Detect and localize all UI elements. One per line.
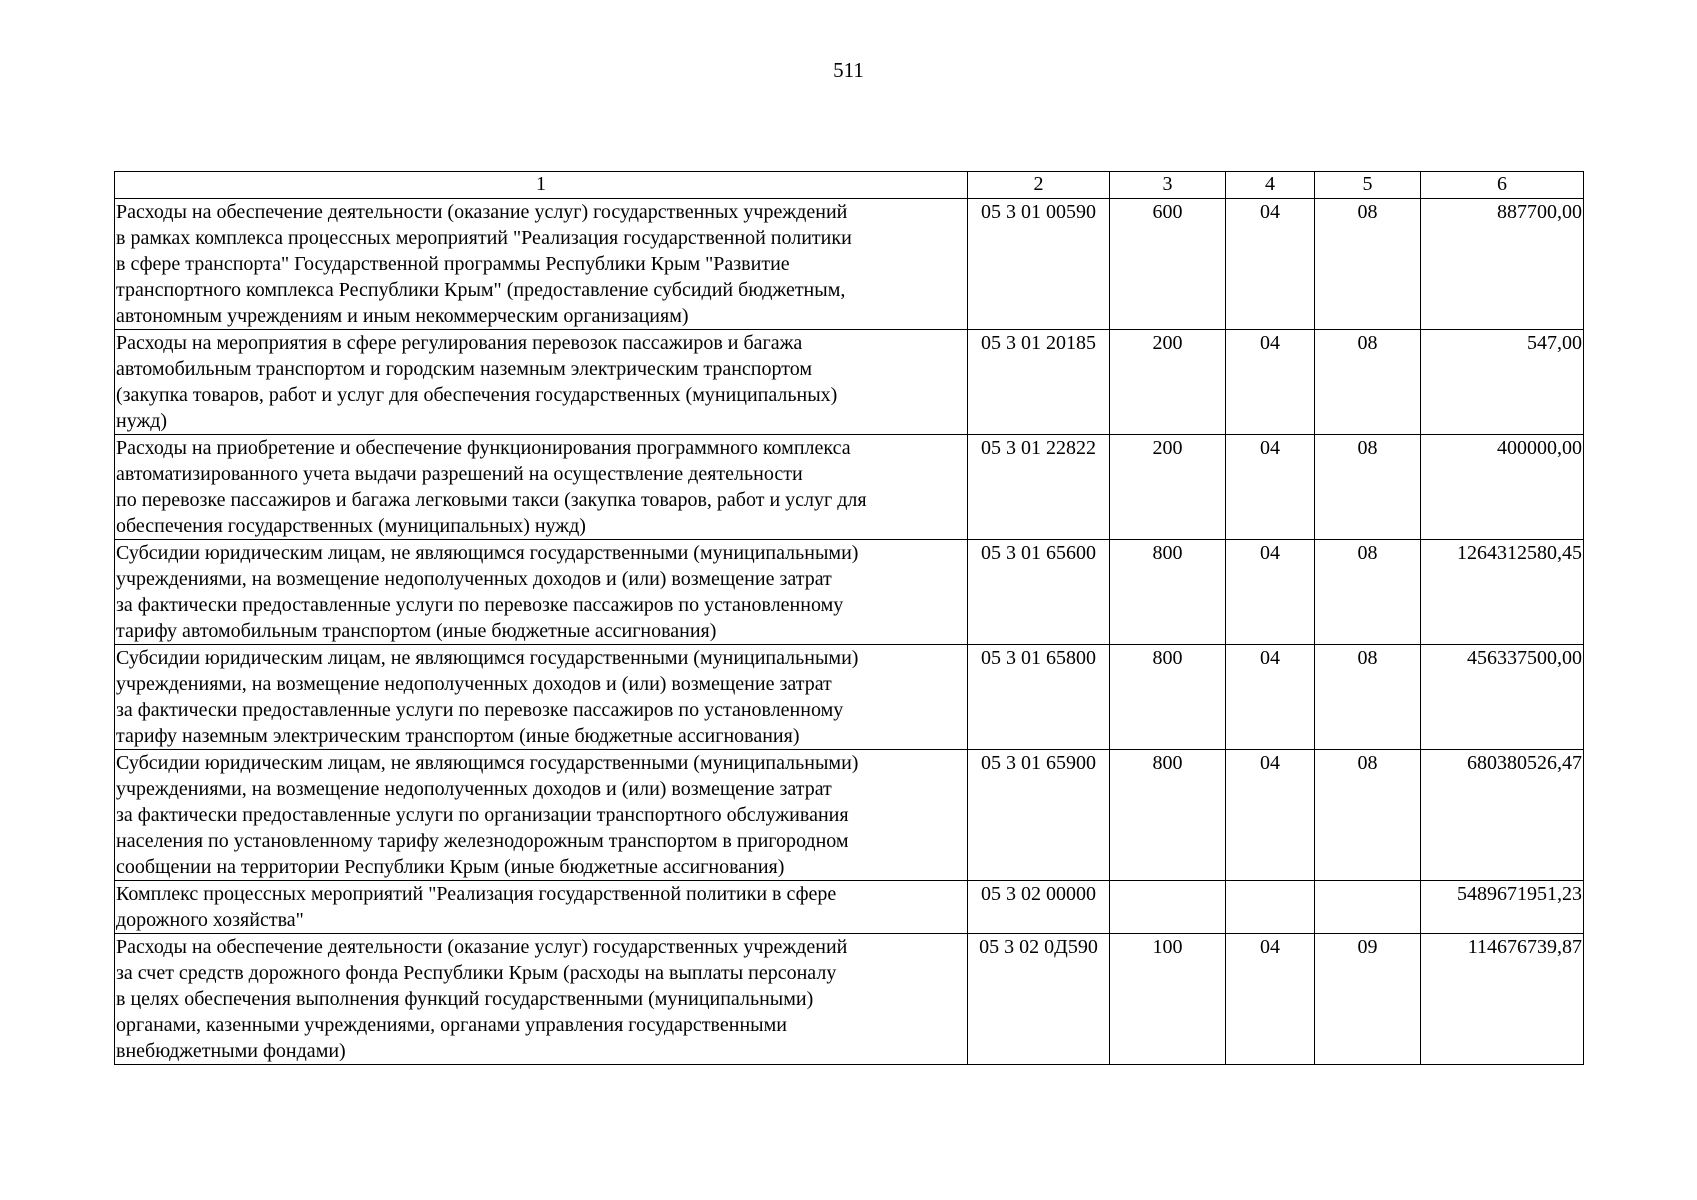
description-line: обеспечения государственных (муниципальных) нужд)	[116, 515, 586, 537]
page-number: 511	[833, 58, 864, 82]
column-header-4: 4	[1226, 172, 1315, 199]
column-header-1: 1	[115, 172, 968, 199]
row-target-code: 05 3 01 20185	[968, 330, 1110, 435]
row-target-code: 05 3 01 22822	[968, 435, 1110, 540]
row-target-code: 05 3 02 00000	[968, 881, 1110, 934]
row-amount: 1264312580,45	[1421, 540, 1584, 645]
row-expense-type: 200	[1110, 435, 1226, 540]
description-line: Расходы на обеспечение деятельности (оказание услуг) государственных учреждений	[116, 936, 848, 958]
row-amount: 547,00	[1421, 330, 1584, 435]
description-line: органами, казенными учреждениями, органами управления государственными	[116, 1014, 787, 1036]
row-section: 04	[1226, 750, 1315, 881]
row-description	[115, 750, 968, 881]
row-section: 04	[1226, 540, 1315, 645]
description-line: транспортного комплекса Республики Крым" (предоставление субсидий бюджетным,	[116, 279, 846, 301]
row-expense-type: 100	[1110, 934, 1226, 1065]
description-line: внебюджетными фондами)	[116, 1040, 346, 1062]
description-line: тарифу наземным электрическим транспортом (иные бюджетные ассигнования)	[116, 725, 800, 747]
row-amount: 5489671951,23	[1421, 881, 1584, 934]
table-row	[115, 750, 1584, 881]
row-amount: 887700,00	[1421, 199, 1584, 330]
description-line: Субсидии юридическим лицам, не являющимся государственными (муниципальными)	[116, 752, 859, 774]
row-subsection: 08	[1315, 199, 1421, 330]
row-description	[115, 934, 968, 1065]
table-row	[115, 881, 1584, 934]
row-expense-type	[1110, 881, 1226, 934]
table-row	[115, 435, 1584, 540]
table-row	[115, 645, 1584, 750]
budget-table	[114, 171, 1584, 1065]
row-amount: 456337500,00	[1421, 645, 1584, 750]
row-section	[1226, 881, 1315, 934]
description-line: Субсидии юридическим лицам, не являющимся государственными (муниципальными)	[116, 647, 859, 669]
row-subsection: 08	[1315, 750, 1421, 881]
description-line: в сфере транспорта" Государственной программы Республики Крым "Развитие	[116, 253, 790, 275]
description-line: в целях обеспечения выполнения функций государственными (муниципальными)	[116, 988, 814, 1010]
description-line: нужд)	[116, 410, 168, 432]
row-subsection: 08	[1315, 330, 1421, 435]
row-expense-type: 800	[1110, 645, 1226, 750]
description-line: автоматизированного учета выдачи разрешений на осуществление деятельности	[116, 463, 803, 485]
column-header-5: 5	[1315, 172, 1421, 199]
row-description	[115, 645, 968, 750]
row-expense-type: 800	[1110, 540, 1226, 645]
row-section: 04	[1226, 645, 1315, 750]
row-description	[115, 881, 968, 934]
header-row	[115, 172, 1584, 199]
description-line: сообщении на территории Республики Крым (иные бюджетные ассигнования)	[116, 856, 785, 878]
row-subsection: 08	[1315, 540, 1421, 645]
table-row	[115, 330, 1584, 435]
table-row	[115, 934, 1584, 1065]
description-line: за фактически предоставленные услуги по перевозке пассажиров по установленному	[116, 699, 844, 721]
description-line: Комплекс процессных мероприятий "Реализация государственной политики в сфере	[116, 883, 837, 905]
description-line: Расходы на приобретение и обеспечение функционирования программного комплекса	[116, 437, 851, 459]
row-section: 04	[1226, 330, 1315, 435]
description-line: по перевозке пассажиров и багажа легковыми такси (закупка товаров, работ и услуг для	[116, 489, 867, 511]
row-target-code: 05 3 01 65800	[968, 645, 1110, 750]
row-expense-type: 800	[1110, 750, 1226, 881]
description-line: автомобильным транспортом и городским наземным электрическим транспортом	[116, 358, 812, 380]
column-header-2: 2	[968, 172, 1110, 199]
description-line: населения по установленному тарифу железнодорожным транспортом в пригородном	[116, 830, 849, 852]
row-amount: 114676739,87	[1421, 934, 1584, 1065]
description-line: учреждениями, на возмещение недополученных доходов и (или) возмещение затрат	[116, 673, 832, 695]
description-line: (закупка товаров, работ и услуг для обеспечения государственных (муниципальных)	[116, 384, 838, 406]
description-line: тарифу автомобильным транспортом (иные бюджетные ассигнования)	[116, 620, 717, 642]
description-line: учреждениями, на возмещение недополученных доходов и (или) возмещение затрат	[116, 568, 832, 590]
row-target-code: 05 3 01 65900	[968, 750, 1110, 881]
row-description	[115, 435, 968, 540]
row-description	[115, 540, 968, 645]
description-line: Расходы на обеспечение деятельности (оказание услуг) государственных учреждений	[116, 201, 848, 223]
row-target-code: 05 3 02 0Д590	[968, 934, 1110, 1065]
row-expense-type: 600	[1110, 199, 1226, 330]
row-subsection	[1315, 881, 1421, 934]
row-description	[115, 330, 968, 435]
row-expense-type: 200	[1110, 330, 1226, 435]
row-subsection: 08	[1315, 435, 1421, 540]
description-line: за фактически предоставленные услуги по организации транспортного обслуживания	[116, 804, 849, 826]
row-subsection: 09	[1315, 934, 1421, 1065]
row-subsection: 08	[1315, 645, 1421, 750]
description-line: Расходы на мероприятия в сфере регулирования перевозок пассажиров и багажа	[116, 332, 803, 354]
row-section: 04	[1226, 199, 1315, 330]
description-line: за фактически предоставленные услуги по перевозке пассажиров по установленному	[116, 594, 844, 616]
description-line: учреждениями, на возмещение недополученных доходов и (или) возмещение затрат	[116, 778, 832, 800]
table-row	[115, 199, 1584, 330]
column-header-6: 6	[1421, 172, 1584, 199]
description-line: дорожного хозяйства"	[116, 909, 304, 931]
column-header-3: 3	[1110, 172, 1226, 199]
row-amount: 680380526,47	[1421, 750, 1584, 881]
row-target-code: 05 3 01 65600	[968, 540, 1110, 645]
row-section: 04	[1226, 934, 1315, 1065]
table-row	[115, 540, 1584, 645]
row-description	[115, 199, 968, 330]
row-section: 04	[1226, 435, 1315, 540]
row-amount: 400000,00	[1421, 435, 1584, 540]
description-line: Субсидии юридическим лицам, не являющимся государственными (муниципальными)	[116, 542, 859, 564]
description-line: в рамках комплекса процессных мероприятий "Реализация государственной политики	[116, 227, 852, 249]
row-target-code: 05 3 01 00590	[968, 199, 1110, 330]
description-line: автономным учреждениям и иным некоммерческим организациям)	[116, 305, 689, 327]
description-line: за счет средств дорожного фонда Республики Крым (расходы на выплаты персоналу	[116, 962, 837, 984]
